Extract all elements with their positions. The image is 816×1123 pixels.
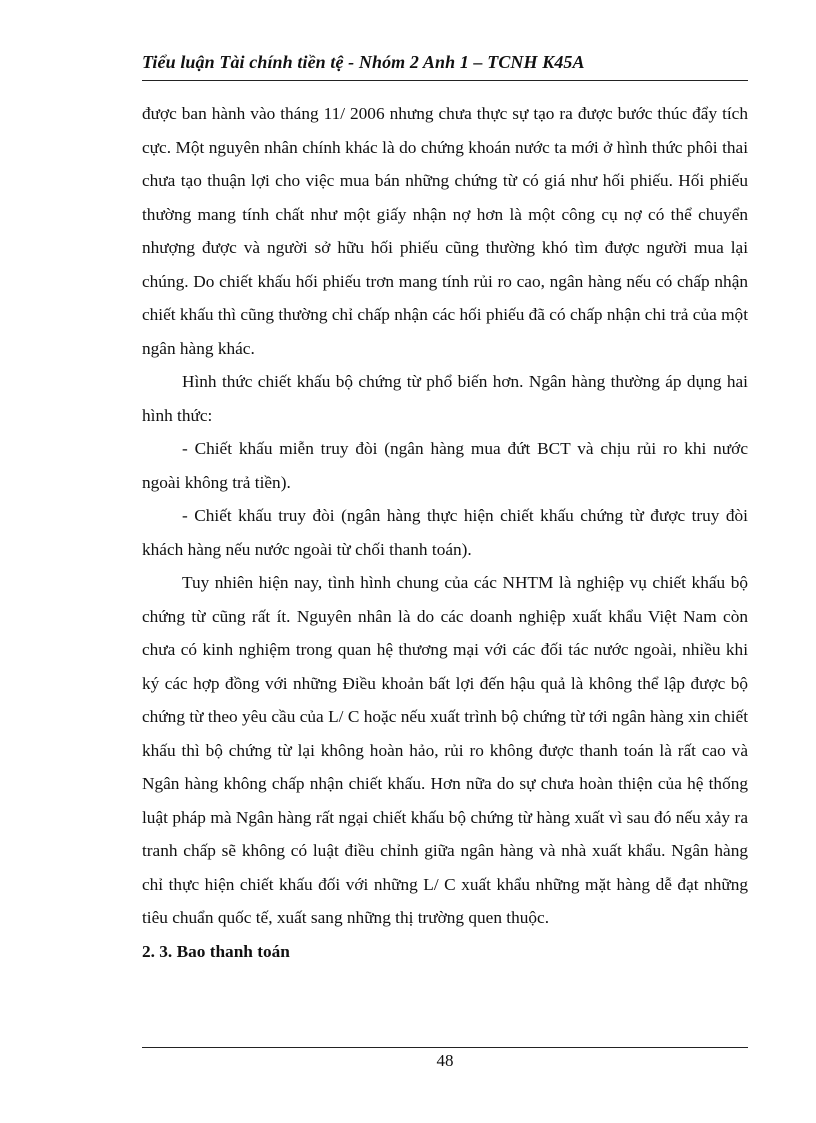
page-header: [142, 48, 748, 81]
paragraph-continuation: được ban hành vào tháng 11/ 2006 nhưng chưa thực sự tạo ra được bước thúc đẩy tích cực. Một nguyên nhân chính khác là do chứng khoán nước ta mới ở hình thức phôi thai chưa tạo thuận lợi cho việc mua bán những chứng từ có giá như hối phiếu. Hối phiếu thường mang tính chất như một giấy nhận nợ hơn là một công cụ nợ có thể chuyển nhượng được và người sở hữu hối phiếu cũng thường khó tìm được người mua lại chúng. Do chiết khấu hối phiếu trơn mang tính rủi ro cao, ngân hàng nếu có chấp nhận chiết khấu thì cũng thường chỉ chấp nhận các hối phiếu đã có chấp nhận chi trả của một ngân hàng khác.: [142, 104, 748, 358]
paragraph-bullet: - Chiết khấu miễn truy đòi (ngân hàng mua đứt BCT và chịu rủi ro khi nước ngoài không trả tiền).: [142, 439, 748, 492]
section-heading: 2. 3. Bao thanh toán: [142, 941, 290, 961]
header-title: Tiểu luận Tài chính tiền tệ - Nhóm 2 Anh 1 – TCNH K45A: [142, 52, 585, 72]
paragraph-bullet: - Chiết khấu truy đòi (ngân hàng thực hiện chiết khấu chứng từ được truy đòi khách hàng nếu nước ngoài từ chối thanh toán).: [142, 506, 748, 559]
page-number: 48: [436, 1051, 454, 1070]
paragraph: Tuy nhiên hiện nay, tình hình chung của các NHTM là nghiệp vụ chiết khấu bộ chứng từ cũng rất ít. Nguyên nhân là do các doanh nghiệp xuất khẩu Việt Nam còn chưa có kinh nghiệm trong quan hệ thương mại với các đối tác nước ngoài, nhiều khi ký các hợp đồng với những Điều khoản bất lợi đến hậu quả là không thể lập được bộ chứng từ theo yêu cầu của L/ C hoặc nếu xuất trình bộ chứng từ tới ngân hàng xin chiết khấu thì bộ chứng từ lại không hoàn hảo, rủi ro không được thanh toán là rất cao và Ngân hàng không chấp nhận chiết khấu. Hơn nữa do sự chưa hoàn thiện của hệ thống luật pháp mà Ngân hàng rất ngại chiết khấu bộ chứng từ hàng xuất vì sau đó nếu xảy ra tranh chấp sẽ không có luật điều chỉnh giữa ngân hàng và nhà xuất khẩu. Ngân hàng chỉ thực hiện chiết khấu đối với những L/ C xuất khẩu những mặt hàng dễ đạt những tiêu chuẩn quốc tế, xuất sang những thị trường quen thuộc.: [142, 573, 748, 927]
paragraph: Hình thức chiết khấu bộ chứng từ phổ biến hơn. Ngân hàng thường áp dụng hai hình thức:: [142, 372, 748, 425]
page-body: [142, 97, 748, 968]
footer-divider: [142, 1047, 748, 1048]
